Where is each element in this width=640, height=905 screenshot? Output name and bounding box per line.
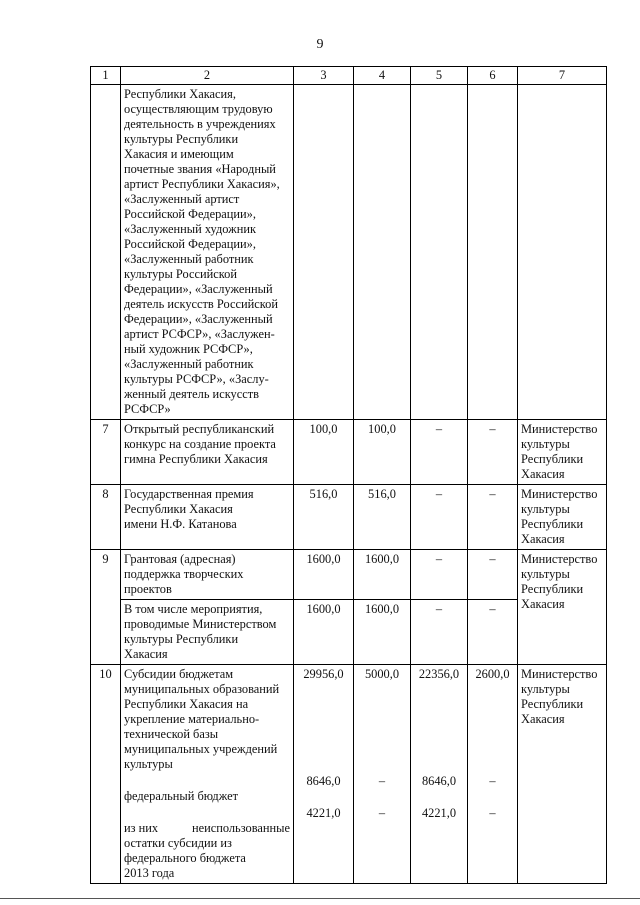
header-cell: 6 [468, 67, 518, 85]
row-number: 10 [91, 665, 121, 884]
amount-cell: – [468, 420, 518, 485]
amount-cell: – [468, 485, 518, 550]
row-number: 9 [91, 550, 121, 665]
amount-cell: – [468, 550, 518, 600]
ministry-cell: Министерство культуры Республики Хакасия [518, 665, 607, 884]
amount-cell: 100,0 [294, 420, 354, 485]
amount-cell: – [411, 485, 468, 550]
description-cell: Государственная премия Республики Хакасия имени Н.Ф. Катанова [121, 485, 294, 550]
description-cell: В том числе мероприятия, проводимые Министерством культуры Республики Хакасия [121, 600, 294, 665]
amount-cell: 1600,0 [354, 550, 411, 600]
description-cell: Республики Хакасия, осуществляющим трудовую деятельность в учреждениях культуры Республики Хакасия и имеющим почетные звания «Народный артист Республики Хакасия», «Заслуженный артист Российской Федерации», «Заслуженный художник Российской Федерации», «Заслуженный работник культуры Российской Федерации», «Заслуженный деятель искусств Российской Федерации», «Заслуженный артист РСФСР», «Заслужен- ный художник РСФСР», «Заслуженный работник культуры РСФСР», «Заслу- женный деятель искусств РСФСР» [121, 85, 294, 420]
amount-column: 2600,0 – – [468, 665, 518, 884]
amount-cell: – [411, 420, 468, 485]
amount-cell: – [411, 550, 468, 600]
description-cell: Субсидии бюджетам муниципальных образований Республики Хакасия на укрепление материально- технической базы муниципальных учреждений культуры федеральный бюджет из них неиспользованные остатки субсидии из федерального бюджета 2013 года [121, 665, 294, 884]
table-row [91, 665, 607, 884]
budget-table [90, 66, 607, 884]
table-row [91, 485, 607, 550]
description-cell: Открытый республиканский конкурс на создание проекта гимна Республики Хакасия [121, 420, 294, 485]
header-cell: 7 [518, 67, 607, 85]
amount-column: 5000,0 – – [354, 665, 411, 884]
scan-edge-line [0, 898, 640, 899]
federal-amount: 8646,0 [306, 774, 341, 788]
table-row [91, 85, 607, 420]
amount-cell: 100,0 [354, 420, 411, 485]
table-row [91, 420, 607, 485]
header-cell: 5 [411, 67, 468, 85]
amount-cell: – [468, 600, 518, 665]
amount-cell: 1600,0 [294, 600, 354, 665]
amount-cell: 1600,0 [294, 550, 354, 600]
amount-cell: 1600,0 [354, 600, 411, 665]
description-cell: Грантовая (адресная) поддержка творческих проектов [121, 550, 294, 600]
unused-remainder-label: из них неиспользованные [124, 821, 290, 835]
row-number: 8 [91, 485, 121, 550]
ministry-cell: Министерство культуры Республики Хакасия [518, 550, 607, 665]
page-number: 9 [316, 37, 324, 52]
amount-column: 29956,0 8646,0 4221,0 [294, 665, 354, 884]
ministry-cell: Министерство культуры Республики Хакасия [518, 420, 607, 485]
table-header-row [91, 67, 607, 85]
header-cell: 3 [294, 67, 354, 85]
amount-cell: 516,0 [294, 485, 354, 550]
amount-cell: 516,0 [354, 485, 411, 550]
amount-cell: – [411, 600, 468, 665]
header-cell: 1 [91, 67, 121, 85]
row-number: 7 [91, 420, 121, 485]
amount-column: 22356,0 8646,0 4221,0 [411, 665, 468, 884]
header-cell: 4 [354, 67, 411, 85]
table-row [91, 550, 607, 600]
federal-budget-label: федеральный бюджет [124, 789, 239, 803]
ministry-cell: Министерство культуры Республики Хакасия [518, 485, 607, 550]
header-cell: 2 [121, 67, 294, 85]
unused-amount: 4221,0 [306, 806, 341, 820]
